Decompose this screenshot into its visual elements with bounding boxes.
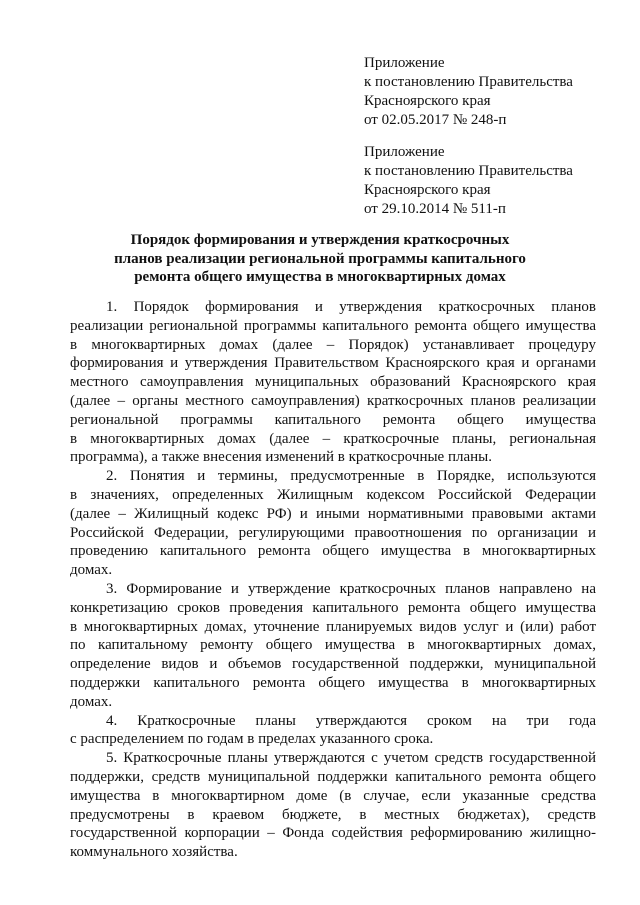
text-line: государственной корпорации – Фонда содействия реформированию жилищно- <box>70 825 596 842</box>
paragraph-1 <box>70 298 596 467</box>
text-line: (далее – Жилищный кодекс РФ) и иными нормативными правовыми актами <box>70 505 596 522</box>
text-line: предусмотрены в краевом бюджете, в местных бюджетах), средств <box>70 806 596 823</box>
text-line: в многоквартирных домах (далее – Порядок) устанавливает процедуру <box>70 336 596 353</box>
text-line: программа), а также внесения изменений в краткосрочные планы. <box>70 449 492 466</box>
paragraph-4 <box>70 712 596 750</box>
paragraph-5 <box>70 749 596 862</box>
text-line: с распределением по годам в пределах указанного срока. <box>70 731 434 748</box>
text-line: 1. Порядок формирования и утверждения краткосрочных планов <box>106 299 596 315</box>
appendix-label: Приложение <box>364 55 445 71</box>
paragraph-3 <box>70 580 596 712</box>
text-line: региональной программы капитального ремонта общего имущества <box>70 411 596 428</box>
text-line: имущества в многоквартирном доме (в случае, если указанные средства <box>70 787 596 804</box>
text-line: 5. Краткосрочные планы утверждаются с учетом средств государственной <box>106 750 596 767</box>
appendix-region: Красноярского края <box>364 182 491 198</box>
text-line: 3. Формирование и утверждение краткосрочных планов направлено на <box>106 580 596 597</box>
text-line: в многоквартирных домах (далее – краткосрочные планы, региональная <box>70 430 596 447</box>
appendix-label: Приложение <box>364 144 445 160</box>
paragraph-2 <box>70 467 596 580</box>
text-line: местного самоуправления муниципальных образований Красноярского края <box>70 374 596 391</box>
title-line: Порядок формирования и утверждения краткосрочных <box>130 232 510 248</box>
appendix-date-number: от 29.10.2014 № 511-п <box>364 201 506 217</box>
text-line: конкретизацию сроков проведения капитального ремонта общего имущества <box>70 599 596 616</box>
text-line: 4. Краткосрочные планы утверждаются сроком на три года <box>106 712 596 729</box>
appendix-decree-ref: к постановлению Правительства <box>364 74 573 90</box>
text-line: формирования и утверждения Правительством Красноярского края и органами <box>70 355 596 372</box>
text-line: в значениях, определенных Жилищным кодексом Российской Федерации <box>70 486 596 503</box>
appendix-current <box>364 54 614 130</box>
title-line: ремонта общего имущества в многоквартирных домах <box>134 269 506 285</box>
document-body <box>70 298 596 862</box>
text-line: (далее – органы местного самоуправления) краткосрочных планов реализации <box>70 392 596 409</box>
text-line: Российской Федерации, регулирующими правоотношения по организации и <box>70 524 596 541</box>
appendix-decree-ref: к постановлению Правительства <box>364 163 573 179</box>
title-line: планов реализации региональной программы капитального <box>114 250 526 267</box>
document-title <box>80 231 560 287</box>
text-line: реализации региональной программы капитального ремонта общего имущества <box>70 317 596 334</box>
text-line: определение видов и объемов государственной поддержки, муниципальной <box>70 656 596 673</box>
text-line: поддержки капитального ремонта общего имущества в многоквартирных <box>70 674 596 691</box>
text-line: в многоквартирных домах, уточнение планируемых видов услуг и (или) работ <box>70 618 596 635</box>
appendix-original <box>364 143 614 219</box>
text-line: домах. <box>70 693 113 710</box>
text-line: поддержки, средств муниципальной поддержки капитального ремонта общего <box>70 768 596 785</box>
text-line: по капитальному ремонту общего имущества в многоквартирных домах, <box>70 637 596 654</box>
text-line: 2. Понятия и термины, предусмотренные в Порядке, используются <box>106 468 596 485</box>
appendix-date-number: от 02.05.2017 № 248-п <box>364 112 507 128</box>
appendix-region: Красноярского края <box>364 93 491 109</box>
text-line: коммунального хозяйства. <box>70 844 238 861</box>
text-line: проведению капитального ремонта общего имущества в многоквартирных <box>70 543 596 560</box>
text-line: домах. <box>70 562 113 579</box>
